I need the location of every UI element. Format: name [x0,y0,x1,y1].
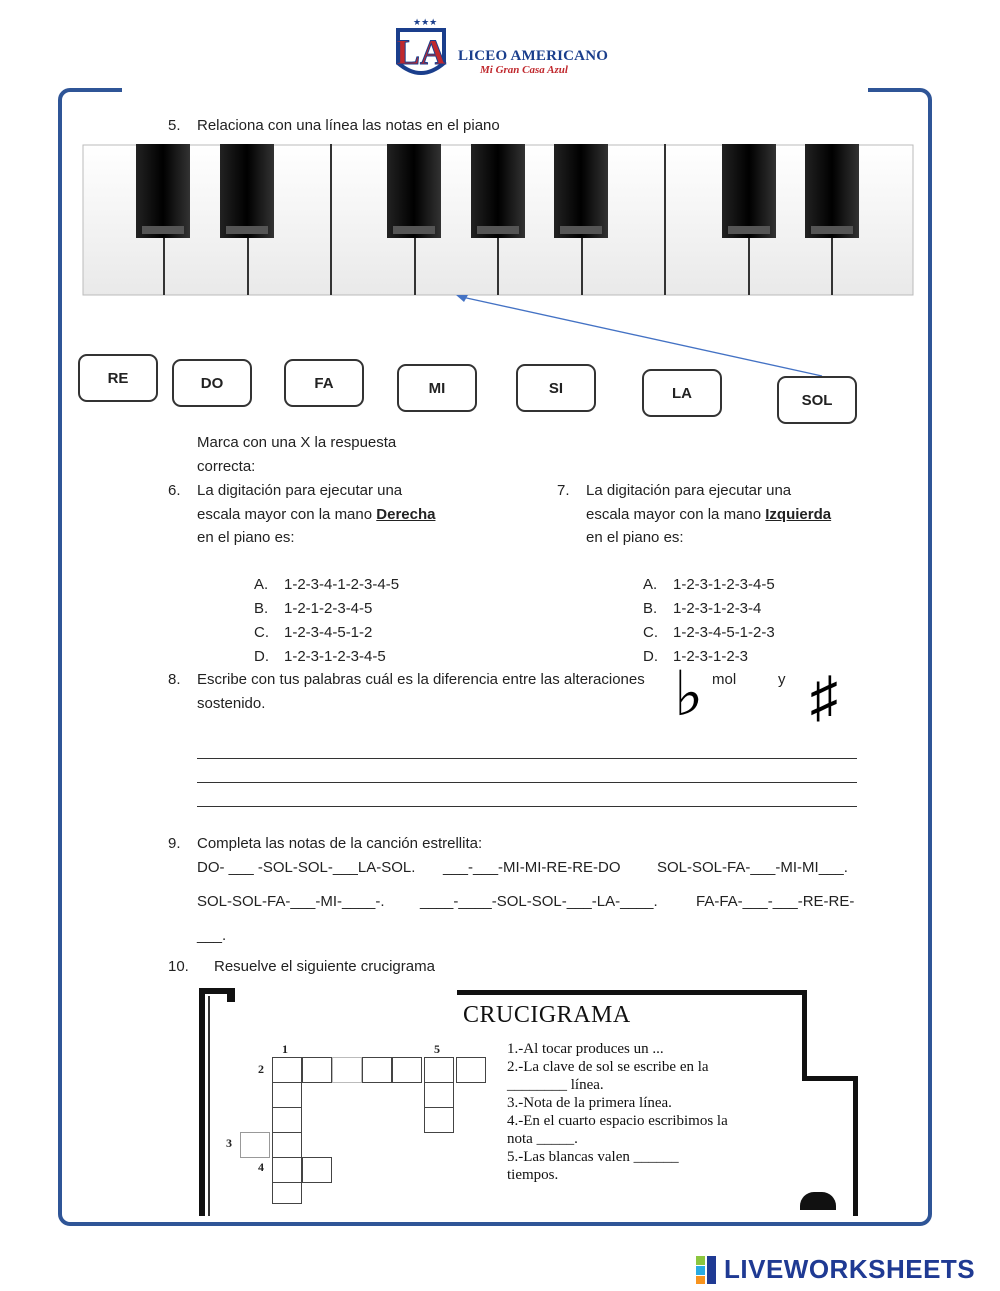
crossword-cell[interactable] [332,1057,362,1083]
q7-line2: escala mayor con la mano Izquierda [586,506,832,523]
q9-row2-part3[interactable]: FA-FA-___-___-RE-RE- [696,893,855,910]
q9-row1-part2[interactable]: ___-___-MI-MI-RE-RE-DO [443,859,621,876]
q5-number: 5. [168,117,181,134]
crossword-clues [507,1040,728,1184]
la-shield-icon [388,14,454,88]
crossword-cell[interactable] [456,1057,486,1083]
crossword-cell[interactable] [272,1182,302,1204]
note-box-re[interactable]: RE [78,354,158,402]
q9-row1-part1[interactable]: DO- ___ -SOL-SOL-___LA-SOL. [197,859,416,876]
liveworksheets-logo-icon [696,1256,724,1284]
clue-2-cont: ________ línea. [507,1077,604,1093]
frame-gap [122,84,868,94]
q6-option-d[interactable]: D. 1-2-3-1-2-3-4-5 [254,648,386,665]
q8-line1: Escribe con tus palabras cuál es la diferencia entre las alteraciones [197,671,645,688]
q6-option-c[interactable]: C. 1-2-3-4-5-1-2 [254,624,373,641]
answer-line-1[interactable] [197,758,857,759]
q9-row1-part3[interactable]: SOL-SOL-FA-___-MI-MI___. [657,859,848,876]
q7-option-c[interactable]: C. 1-2-3-4-5-1-2-3 [643,624,775,641]
grid-number-5: 5 [434,1042,440,1056]
q8-frag-y: y [778,671,786,688]
logo-letters: LA [395,32,447,72]
scan-left-border [199,988,205,1216]
crossword-cell[interactable] [424,1107,454,1133]
instructions-line2: correcta: [197,458,256,475]
crossword-cell[interactable] [362,1057,392,1083]
grid-number-1: 1 [282,1042,288,1056]
q7-option-a[interactable]: A. 1-2-3-1-2-3-4-5 [643,576,775,593]
clue-5: 5.-Las blancas valen ______ [507,1149,679,1165]
connection-arrow[interactable] [450,290,830,380]
crossword-cell[interactable] [272,1082,302,1108]
q7-number: 7. [557,482,570,499]
q6-line2: escala mayor con la mano Derecha [197,506,436,523]
q9-row2-part2[interactable]: ____-____-SOL-SOL-___-LA-____. [420,893,658,910]
answer-line-2[interactable] [197,782,857,783]
q6-hand-emphasis: Derecha [376,506,436,523]
q7-hand-emphasis: Izquierda [765,506,832,523]
crossword-cell[interactable] [302,1057,332,1083]
flat-symbol-icon: ♭ [674,661,704,729]
q6-line3: en el piano es: [197,529,295,546]
q10-text: Resuelve el siguiente crucigrama [214,958,435,975]
grid-number-3: 3 [226,1136,232,1150]
q9-number: 9. [168,835,181,852]
crossword-cell[interactable] [272,1157,302,1183]
crossword-cell[interactable] [392,1057,422,1083]
school-name: LICEO AMERICANO [458,48,609,64]
crossword-cell[interactable] [272,1107,302,1133]
q7-option-d[interactable]: D. 1-2-3-1-2-3 [643,648,749,665]
note-box-si[interactable]: SI [516,364,596,412]
clue-2: 2.-La clave de sol se escribe en la [507,1059,709,1075]
q8-line2: sostenido. [197,695,266,712]
clue-5-cont: tiempos. [507,1167,559,1183]
q7-option-b[interactable]: B. 1-2-3-1-2-3-4 [643,600,762,617]
q8-frag-mol: mol [712,671,737,688]
crossword-cell[interactable] [272,1132,302,1158]
note-box-fa[interactable]: FA [284,359,364,407]
q7-line1: La digitación para ejecutar una [586,482,792,499]
crossword-cell[interactable] [240,1132,270,1158]
crossword-cell[interactable] [302,1157,332,1183]
q9-row3[interactable]: ___. [197,927,227,944]
q9-row2-part1[interactable]: SOL-SOL-FA-___-MI-____-. [197,893,385,910]
clue-4: 4.-En el cuarto espacio escribimos la [507,1113,728,1129]
grid-number-4: 4 [258,1160,264,1174]
svg-text:★★★: ★★★ [413,17,438,27]
instructions-line1: Marca con una X la respuesta [197,434,397,451]
sharp-symbol-icon: ♯ [810,667,838,729]
grid-number-2: 2 [258,1062,264,1076]
note-box-sol[interactable]: SOL [777,376,857,424]
answer-line-3[interactable] [197,806,857,807]
note-box-do[interactable]: DO [172,359,252,407]
clue-3: 3.-Nota de la primera línea. [507,1095,672,1111]
q5-text: Relaciona con una línea las notas en el piano [197,117,500,134]
crossword-cell[interactable] [424,1082,454,1108]
crossword-cell[interactable] [272,1057,302,1083]
crossword-title: CRUCIGRAMA [463,1002,631,1028]
q6-option-a[interactable]: A. 1-2-3-4-1-2-3-4-5 [254,576,400,593]
note-box-la[interactable]: LA [642,369,722,417]
q6-option-b[interactable]: B. 1-2-1-2-3-4-5 [254,600,373,617]
footer-brand[interactable]: LIVEWORKSHEETS [724,1254,976,1284]
clue-1: 1.-Al tocar produces un ... [507,1041,664,1057]
note-box-mi[interactable]: MI [397,364,477,412]
smudge-mark [800,1192,836,1210]
piano-keyboard [82,144,914,298]
crossword-cell[interactable] [424,1057,454,1083]
q7-line3: en el piano es: [586,529,684,546]
q10-number: 10. [168,958,189,975]
q6-line1: La digitación para ejecutar una [197,482,403,499]
school-slogan: Mi Gran Casa Azul [480,64,568,76]
clue-4-cont: nota _____. [507,1131,578,1147]
q6-number: 6. [168,482,181,499]
q9-text: Completa las notas de la canción estrellita: [197,835,483,852]
q8-number: 8. [168,671,181,688]
